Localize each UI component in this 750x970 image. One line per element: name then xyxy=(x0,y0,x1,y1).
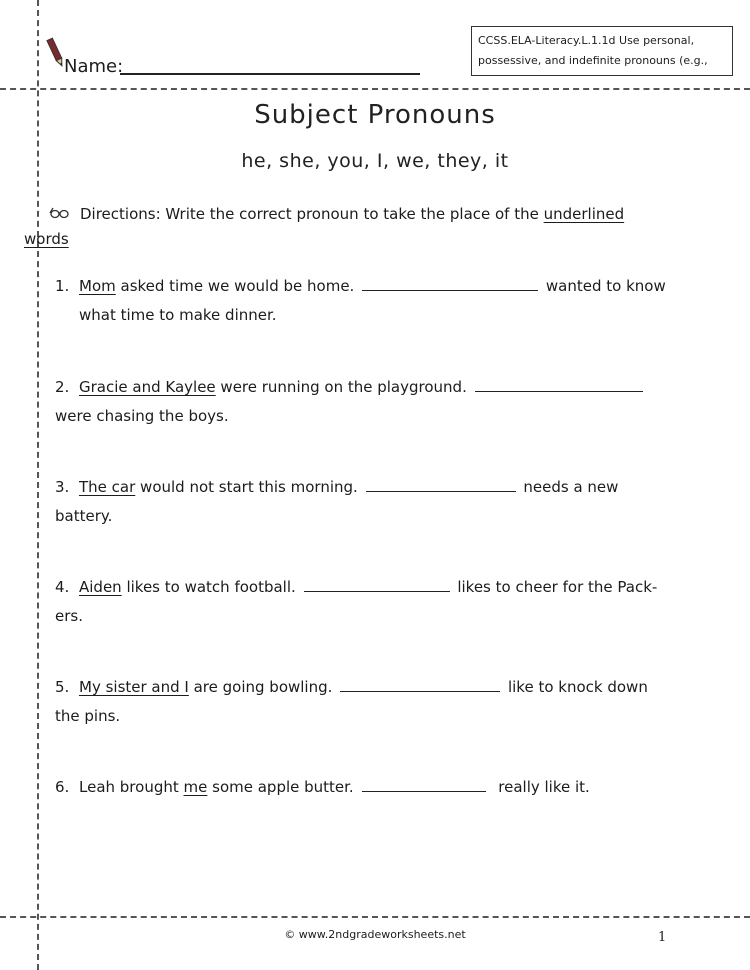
question-subject: me xyxy=(183,778,208,796)
question-4 xyxy=(55,573,715,631)
question-6 xyxy=(55,773,715,802)
question-text-before: Leah brought xyxy=(79,778,184,796)
question-text: are going bowling. xyxy=(188,678,333,696)
question-number: 3. xyxy=(55,478,70,496)
standard-box xyxy=(471,26,733,76)
question-subject: The car xyxy=(79,478,136,496)
question-number: 6. xyxy=(55,778,70,796)
question-2 xyxy=(55,373,715,431)
question-text: some apple butter. xyxy=(207,778,354,796)
question-text-after: really like it. xyxy=(498,778,590,796)
directions xyxy=(24,202,712,252)
footer-divider xyxy=(0,916,750,918)
answer-blank[interactable] xyxy=(366,479,516,492)
question-text: asked time we would be home. xyxy=(115,277,355,295)
question-number: 2. xyxy=(55,378,70,396)
answer-blank[interactable] xyxy=(340,679,500,692)
page-number: 1 xyxy=(658,930,667,945)
name-label: Name: xyxy=(64,56,124,77)
left-margin-line xyxy=(37,0,39,970)
question-subject: Mom xyxy=(79,277,116,295)
question-number: 5. xyxy=(55,678,70,696)
question-text-after: needs a new xyxy=(523,478,619,496)
standard-line-2: possessive, and indefinite pronouns (e.g., xyxy=(478,54,708,67)
question-3 xyxy=(55,473,715,531)
question-1 xyxy=(55,272,715,330)
directions-underlined: underlined xyxy=(543,205,625,223)
question-number: 4. xyxy=(55,578,70,596)
copyright: © www.2ndgradeworksheets.net xyxy=(284,928,466,941)
pronoun-list: he, she, you, I, we, they, it xyxy=(241,150,509,172)
answer-blank[interactable] xyxy=(304,579,450,592)
directions-text: Directions: Write the correct pronoun to take the place of the xyxy=(80,205,544,223)
question-subject: Gracie and Kaylee xyxy=(79,378,216,396)
question-text-after: likes to cheer for the Pack- xyxy=(457,578,658,596)
directions-underlined-2: words xyxy=(24,230,69,248)
name-field[interactable] xyxy=(120,73,420,75)
question-continuation: ers. xyxy=(55,607,83,625)
question-text: were running on the playground. xyxy=(215,378,467,396)
question-subject: My sister and I xyxy=(79,678,189,696)
question-subject: Aiden xyxy=(79,578,122,596)
standard-line-1: CCSS.ELA-Literacy.L.1.1d Use personal, xyxy=(478,34,695,47)
answer-blank[interactable] xyxy=(362,779,486,792)
question-continuation: were chasing the boys. xyxy=(55,407,229,425)
question-continuation: the pins. xyxy=(55,707,121,725)
question-continuation: what time to make dinner. xyxy=(79,306,277,324)
answer-blank[interactable] xyxy=(362,278,538,291)
question-text: likes to watch football. xyxy=(121,578,296,596)
question-text: would not start this morning. xyxy=(135,478,358,496)
question-text-after: like to knock down xyxy=(507,678,648,696)
question-text-after: wanted to know xyxy=(545,277,666,295)
page-title: Subject Pronouns xyxy=(254,100,496,130)
answer-blank[interactable] xyxy=(475,379,643,392)
question-number: 1. xyxy=(55,277,70,295)
question-continuation: battery. xyxy=(55,507,113,525)
header-divider xyxy=(0,88,750,90)
question-5 xyxy=(55,673,715,731)
